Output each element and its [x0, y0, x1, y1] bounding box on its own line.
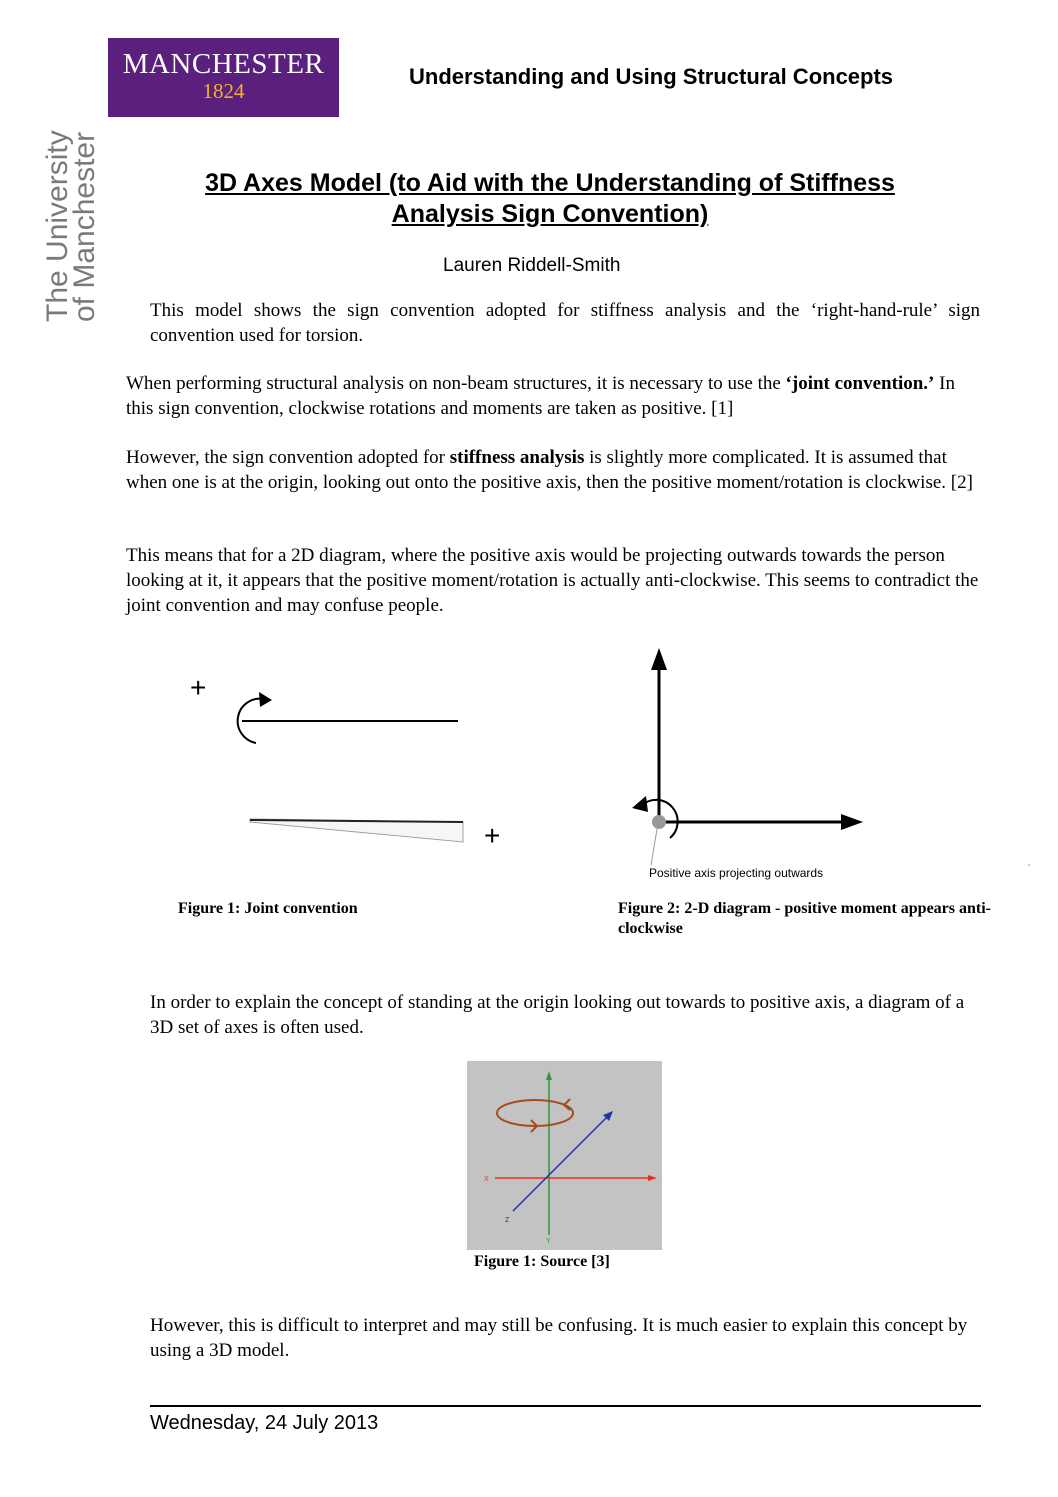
- figure-2d-diagram: [618, 640, 1038, 885]
- plus-sign-top: +: [190, 672, 207, 703]
- paragraph-text: In this sign convention, clockwise rotations and moments are taken as positive. [1]: [126, 373, 955, 419]
- paragraph-intro: This model shows the sign convention adopted for stiffness analysis and the ‘right-hand-rule’ sign convention used for torsion.: [150, 300, 980, 346]
- paragraph-conclusion: However, this is difficult to interpret and may still be confusing. It is much easier to explain this concept by using a 3D model.: [150, 1315, 968, 1361]
- university-logo: [108, 38, 339, 117]
- figure-joint-convention: [180, 670, 510, 855]
- axis-y-label: Y: [546, 1238, 551, 1245]
- figure-background: [467, 1061, 662, 1250]
- logo-name: MANCHESTER: [122, 48, 325, 80]
- document-title: [140, 168, 960, 230]
- header-title: Understanding and Using Structural Concepts: [409, 64, 894, 89]
- paragraph-text: However, the sign convention adopted for: [126, 447, 450, 468]
- paragraph-text: is slightly more complicated. It is assumed that when one is at the origin, looking out onto the positive axis, then the positive moment/rotation is clockwise. [2]: [126, 447, 973, 493]
- figure-2-caption: Figure 2: 2-D diagram - positive moment appears anti-clockwise: [618, 900, 991, 937]
- leader-line: [651, 829, 657, 865]
- arrowhead-icon: [259, 692, 272, 707]
- arrowhead-right-icon: [841, 814, 863, 830]
- paragraph-bold: stiffness analysis: [449, 447, 585, 468]
- paragraph-text: When performing structural analysis on non-beam structures, it is necessary to use the: [126, 373, 786, 394]
- paragraph-2d-diagram: This means that for a 2D diagram, where the positive axis would be projecting outwards towards the person looking at it, it appears that the positive moment/rotation is actually anti-clockwise. This seems to contradict the joint convention and may confuse people.: [126, 545, 979, 616]
- author: Lauren Riddell-Smith: [443, 255, 621, 276]
- document-title-line2: Analysis Sign Convention): [391, 200, 709, 228]
- footer-date: Wednesday, 24 July 2013: [150, 1412, 379, 1434]
- side-logo-line1: The University: [41, 130, 74, 322]
- logo-year: 1824: [202, 79, 245, 103]
- footer-rule: [150, 1405, 981, 1407]
- plus-sign-bottom: +: [484, 820, 501, 851]
- figure-2-note: Positive axis projecting outwards: [649, 866, 824, 880]
- figure-3d-axes: [467, 1061, 662, 1250]
- figure-3-caption: Figure 1: Source [3]: [474, 1253, 610, 1270]
- arrowhead-up-icon: [651, 648, 667, 670]
- document-title-line1: 3D Axes Model (to Aid with the Understanding of Stiffness: [205, 169, 895, 197]
- axis-z-label: Z: [505, 1217, 510, 1224]
- side-logo-line2: of Manchester: [68, 131, 101, 322]
- paragraph-joint-convention: [126, 371, 976, 421]
- axis-x-label: X: [484, 1176, 489, 1183]
- figure-1-caption: Figure 1: Joint convention: [178, 900, 358, 917]
- side-logo: [41, 122, 104, 322]
- origin-point: [652, 815, 666, 829]
- paragraph-stiffness: [126, 445, 976, 495]
- paragraph-bold: ‘joint convention.’: [785, 373, 935, 394]
- arrowhead-icon: [632, 796, 648, 812]
- paragraph-3d-axes: In order to explain the concept of standing at the origin looking out towards to positive axis, a diagram of a 3D set of axes is often used.: [150, 992, 965, 1038]
